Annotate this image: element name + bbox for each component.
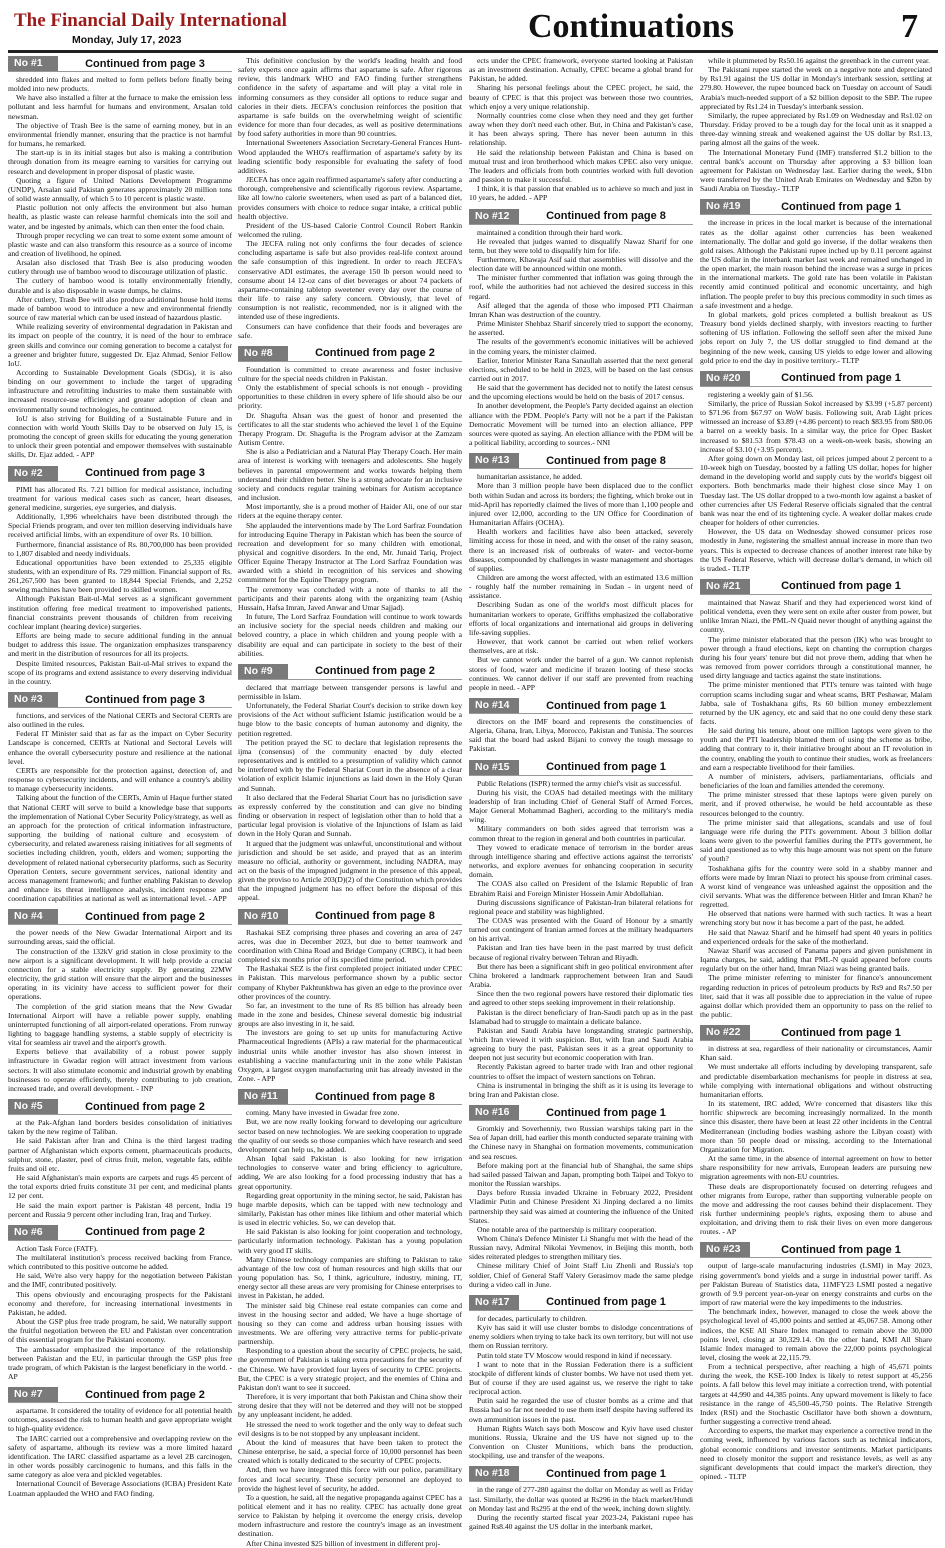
story-header	[8, 1099, 232, 1115]
story	[469, 698, 693, 754]
paragraph: Federal IT Minister said that as far as the impact on Cyber Security Landscape is concerned, CERTs at National and Sectoral Levels will enhance the overall cybersecurity posture and resilience at the national level.	[8, 729, 232, 766]
story-header	[469, 453, 693, 469]
story	[469, 760, 693, 1099]
story-header	[700, 199, 932, 215]
story-header	[700, 371, 932, 387]
story-header	[469, 760, 693, 776]
story-number: No #21	[700, 579, 750, 594]
story	[700, 371, 932, 573]
paragraph: The prime minister stressed that these laptops were given purely on merit, and if proved otherwise, he would be held accountable as these resources belonged to the country.	[700, 790, 932, 818]
continued-label: Continued from page 2	[85, 910, 205, 923]
paragraph: In its statement, IRC added, We're concerned that disasters like this horrific shipwreck are becoming increasingly normalized. In the month since this disaster, there have been at least 22 other incidents in the Central Mediterranean (including bodies washing ashore the Libyan coast) with more than 50 people dead or missing, according to the International Organization for Migration.	[700, 1099, 932, 1154]
paragraph: Putin told state TV Moscow would respond in kind if necessary.	[477, 1350, 672, 1360]
paragraph: Similarly, the price of Russian Sokol increased by $3.99 (+5.87 percent) to $71.96 from $67.97 on WoW basis. Following suit, Arab Light prices witnessed an increase of $3.89 (+4.86 percent) to reach $83.95 from $80.06 a barrel on a weekly basis. In a similar way, the price for Opec Basket increased to $81.53 from $78.43 on a week-on-week basis, showing an increase of $3.10 (+3.95 percent).	[700, 399, 932, 454]
paragraph: Dr. Shagufta Ahsan was the guest of honor and presented the certificates to all the star students who achieved the level 1 of the Equine Therapy Program. Dr. Shagufta is the Program advisor at the Zamzam Autism Centre.	[238, 410, 462, 448]
paragraph: We must undertake all efforts including by developing transparent, safe and predictable disembarkation mechanisms for people in distress at sea, while complying with international obligations and without obstructing humanitarian efforts.	[700, 1062, 932, 1099]
story-text	[469, 1314, 693, 1461]
paragraph: Gromkiy and Soverhenniy, two Russian warships taking part in the Sea of Japan drill, had earlier this month conducted separate training with the Chinese navy in Shanghai on formation movements, communication and sea rescues.	[469, 1124, 693, 1161]
story	[8, 1099, 232, 1219]
paragraph: He revealed that judges wanted to disqualify Nawaz Sharif for one term, but they were told to disqualify him for life.	[469, 236, 693, 255]
story-number: No #17	[469, 1295, 519, 1310]
paragraph: It also declared that the Federal Shariat Court has no jurisdiction save as expressly conferred by the constitution and can give no binding finding or observation in respect of legislation other than to hold that a particular legal provision is violative of the Injunctions of Islam as laid down in the Holy Quran and Sunnah.	[238, 792, 462, 839]
paragraph: This opens obviously and encouraging prospects for the Pakistani economy and therefore, for increasing international investments in Pakistan, he added.	[8, 1289, 232, 1317]
paragraph: During the recently started fiscal year 2023-24, Pakistani rupee has gained Rs8.40 against the US dollar in the interbank market,	[469, 1512, 693, 1532]
story-header	[8, 1387, 232, 1403]
paragraph: Although Pakistan Bait-ul-Mal serves as a significant government institution offering free medical treatment to impoverished patients, financial constraints prevent thousands of children from receiving cochlear implant (hearing device) surgeries.	[8, 594, 232, 631]
paragraph: Quoting a figure of United Nations Development Programme (UNDP), Arsalan said Pakistan generates approximately 20 million tons of solid waste annually, of which 5 to 10 percent is plastic waste.	[8, 175, 232, 204]
story-number: No #5	[8, 1099, 58, 1114]
story-number: No #10	[238, 909, 288, 924]
paper-name: The Financial Daily International	[14, 10, 287, 31]
story-number: No #8	[238, 346, 288, 361]
column-4	[700, 56, 932, 1526]
continued-label: Continued from page 1	[781, 1026, 901, 1039]
paragraph: The minister said big Chinese real estate companies can come and invest in the housing sector and added, We have a huge shortage of housing so they can come and address urban housing issues with investments. We are offering very attractive terms for public-private partnership.	[238, 1300, 462, 1347]
story-header	[8, 692, 232, 708]
paragraph: After China invested $25 billion of investment in different proj-	[246, 1538, 441, 1548]
story-header	[238, 664, 462, 680]
paragraph: To a question, he said, all the negative propaganda against CPEC has a political element and it has no reality. CPEC has actually done great service to Pakistan by helping it overcome the energy crisis, develop modern infrastructure and restore the country's image as an investment destination.	[238, 1492, 462, 1539]
continued-label: Continued from page 1	[546, 1296, 666, 1309]
story-text	[8, 1118, 232, 1219]
paragraph: Many Chinese technology companies are shifting to Pakistan to take advantage of the low cost of human resources and high skills that our young population has. So, I think, agriculture, industry, mining, IT, energy sector all these areas are very promising for Chinese enterprises to invest in Pakistan, he added.	[238, 1254, 463, 1301]
story	[469, 453, 693, 692]
paragraph: According to Sustainable Development Goals (SDGs), it is also binding on our government to include the target of upgrading infrastructure and retrofitting industries to make them sustainable with increased resource-use efficiency and greater adoption of clean and environmentally sound technologies, he continued.	[8, 368, 232, 414]
paragraph: During discussions significance of Pakistan-Iran bilateral relations for regional peace and stability was highlighted.	[469, 897, 693, 916]
continued-label: Continued from page 1	[781, 372, 901, 385]
continued-label: Continued from page 8	[315, 910, 435, 923]
paragraph: Pakistan and Iran ties have been in the past marred by trust deficit because of regional rivalry between Tehran and Riyadh.	[469, 943, 693, 962]
paragraph: This definitive conclusion by the world's leading health and food safety experts once again affirms that aspartame is safe. After rigorous review, this landmark WHO and FAO finding further strengthens confidence in the safety of aspartame and will play a vital role in informing consumers as they consider all options to reduce sugar and calories in their diets. JECFA's conclusion reinforces the position that aspartame is safe builds on the overwhelming weight of scientific evidence for more than four decades, as well as positive determinations by food safety authorities in more than 90 countries.	[238, 56, 462, 139]
paragraph: The completion of the grid station means that the New Gwadar International Airport will have a reliable power supply, enabling uninterrupted functioning of all airport-related operations. From runway lighting to baggage handling systems, a stable supply of electricity is vital for seamless air travel and the airport's growth.	[8, 1001, 232, 1048]
paragraph: Ahsan Iqbal said Pakistan is also looking for new irrigation technologies to conserve water and bring efficiency to agriculture, adding, We are also looking for a food processing industry that has a great opportunity.	[238, 1154, 462, 1191]
paragraph: functions, and services of the National CERTs and Sectoral CERTs are also outlined in the rules.	[8, 711, 232, 730]
story-text	[469, 779, 693, 1099]
paragraph: During his visit, the COAS had detailed meetings with the military leadership of Iran including Chief of General Staff of Armed Forces, Major General Mohammad Bagheri, according to the military's media wing.	[469, 787, 693, 825]
paragraph: The ceremony was concluded with a note of thanks to all the participants and their parents along with the organizing team (Ashiq Hussain, Hafsa Imran, Javed Anwar and Umar Sajjad).	[238, 584, 462, 612]
paragraph: PIMI has allocated Rs. 7.21 billion for medical assistance, including treatment for various medical cases such as cancer, heart diseases, general medicine, surgeries, eye surgeries, and dialysis.	[8, 484, 232, 512]
paragraph: Days before Russia invaded Ukraine in February 2022, President Vladimir Putin and Chinese President Xi Jinping declared a no limits partnership they said was aimed at countering the influence of the United States.	[469, 1188, 693, 1225]
story-text	[700, 598, 932, 1019]
continued-label: Continued from page 3	[85, 693, 205, 706]
paragraph: A number of ministers, advisers, parliamentarians, officials and beneficiaries of the loan and families attended the ceremony.	[700, 771, 932, 791]
paragraph: She is also a Pediatrician and a Natural Play Therapy Coach. Her main area of interest is working with teenagers and adolescents. She hugely believes in parental empowerment and works towards helping them understand their children better. She is a strong advocate for an inclusive society and conducts regular training webinars for Autism acceptance and inclusion.	[238, 447, 462, 503]
paragraph: However, that work cannot be carried out when relief workers themselves, are at risk.	[469, 637, 693, 656]
paragraph: He said that Nawaz Sharif and he himself had spent 40 years in politics and experienced ordeals for the sake of the motherland.	[700, 927, 932, 946]
story-number: No #13	[469, 453, 519, 468]
story-number: No #15	[469, 760, 519, 775]
story-text	[469, 56, 693, 203]
paragraph: We have also installed a filter at the furnace to make the emission less pollutant and less harmful for humans and environment, Arsalan told newsman.	[8, 93, 232, 121]
paragraph: But, we are now really looking forward to developing our agriculture sector based on new technologies. We are seeking cooperation to upgrade the quality of our seeds so those companies which have research and seed development can help us, he added.	[238, 1117, 462, 1154]
paragraph: In future, The Lord Sarfraz Foundation will continue to work towards an inclusive society for the special needs children and making our beloved country, a place in which children and young people with a disability are equal and can participate in society to the best of their abilities.	[238, 612, 462, 658]
paragraph: International Sweeteners Association Secretary-General Frances Hunt-Wood applauded the WHO's reaffirmation of aspartame's safety by its leading scientific body responsible for evaluating the safety of food additives.	[238, 138, 462, 175]
story-header	[238, 346, 462, 362]
story-text	[8, 1244, 232, 1381]
story-number: No #16	[469, 1105, 519, 1120]
paragraph: Foundation is committed to create awareness and foster inclusive culture for the special needs children in Pakistan.	[238, 364, 462, 383]
paragraph: The COAS also called on President of the Islamic Republic of Iran Ebrahim Raisi and Foreign Minister Hossein Amir Abdollahian.	[469, 879, 693, 898]
paragraph: The cutlery of bamboo wood is totally environmentally friendly, durable and is also disposable in waste dumps, he claims.	[8, 276, 232, 295]
paragraph: While realizing severity of environmental degradation in Pakistan and its impact on people of the country, it is need of the hour to embrace green skills and convince our coming generation to become a catalyst for a greener and brighter future, suggested Dr. Ejaz Ahmad, Senior Fellow IoU.	[8, 322, 232, 368]
story-number: No #1	[8, 56, 58, 71]
paragraph: Kyiv has said it will use cluster bombs to dislodge concentrations of enemy soldiers when trying to take back its own territory, but will not use them on Russian territory.	[469, 1323, 693, 1351]
paragraph: Most importantly, she is a proud mother of Haider Ali, one of our star riders at the equine therapy center.	[238, 502, 462, 521]
paragraph: He said during his tenure, about one million laptops were given to the youth and the PTI leadership blamed them of using the scheme as bribe, adding that contrary to it, their initiative brought about an IT revolution in the country, enabling the youth to continue their studies, work as freelancers and earn a respectable livelihood for their families.	[700, 726, 932, 772]
story-text	[469, 717, 693, 754]
column-1	[8, 56, 232, 1526]
paragraph: In another development, the People's Party decided against an election alliance with the PDM. People's Party will not be a part if the Pakistan Democratic Movement will be turned into an election alliance, PPP sources were quoted as saying. An election alliance with the PDM will be a political liability, according to sources.- NNI	[469, 401, 693, 448]
paragraph: aspartame. It considered the totality of evidence for all potential health outcomes, assessed the risk to human health and gave appropriate weight to high-quality evidence.	[8, 1406, 232, 1434]
story	[238, 346, 462, 658]
page-number: 7	[901, 8, 918, 45]
masthead	[8, 6, 938, 53]
paragraph: output of large-scale manufacturing industries (LSMI) in May 2023, rising government's bond yields and a surge in industrial power tariff. As per Pakistan Bureau of Statistics data, 11MFY23 LSMI posted a negative growth of 9.9 percent year-on-year on energy constraints and curbs on the import of raw material were the key impediments to the industries.	[700, 1261, 932, 1308]
continued-label: Continued from page 2	[315, 347, 435, 360]
story-number: No #9	[238, 664, 288, 679]
paragraph: Efforts are being made to secure additional funding in the annual budget to address this issue. The organization emphasizes transparency and merit in the distribution of resources for all its projects.	[8, 631, 232, 659]
paragraph: in distress at sea, regardless of their nationality or circumstances, Aamir Khan said.	[700, 1044, 932, 1063]
paragraph: Rashakai SEZ comprising three phases and covering an area of 247 acres, was due in December 2023, but due to better teamwork and coordination with China Road and Bridge Company (CRBC), it had been completed six months prior of its specified time period.	[238, 927, 462, 965]
story-text	[238, 928, 462, 1084]
story	[469, 56, 693, 203]
continued-label: Continued from page 1	[781, 1243, 901, 1256]
continued-label: Continued from page 2	[85, 1388, 205, 1401]
continued-label: Continued from page 8	[546, 210, 666, 222]
paragraph: Toshakhana gifts for the country were sold in a shabby manner and efforts were made by Imran Niazi to protect his spouse from criminal cases. A worst kind of vengeance was unleashed against the opposition and the civil servants. What was the difference between Hitler and Imran Khan? he regretted.	[700, 863, 932, 910]
paragraph: International Council of Beverage Associations (ICBA) President Kate Loatman applauded the WHO and FAO finding.	[8, 1479, 232, 1498]
paragraph: Despite limited resources, Pakistan Bait-ul-Mal strives to expand the scope of its programs and extend assistance to every deserving individual in the country.	[8, 658, 232, 686]
paragraph: About the kind of measures that have been taken to protect the Chinese enterprise, he said, a special force of 10,000 personnel has been created which is totally dedicated to the security of CPEC projects.	[238, 1437, 462, 1466]
continued-label: Continued from page 1	[546, 699, 666, 712]
story-text	[700, 1044, 932, 1236]
paragraph: shredded into flakes and melted to form pellets before finally being molded into new products.	[8, 75, 232, 94]
paragraph: Therefore, it is very important that both Pakistan and China show their strong desire that they will not be deterred and they will not be stopped by any unpleasant incident, he added.	[238, 1392, 462, 1420]
story	[469, 1295, 693, 1461]
story-text	[700, 390, 932, 573]
paragraph: So far, an investment to the tune of Rs 85 billion has already been made in the zone and besides, Chinese several domestic big industrial groups are also investing in it, he said.	[238, 1000, 462, 1029]
story-text	[8, 711, 232, 903]
paragraph: the power needs of the New Gwadar International Airport and its surrounding areas, said the official.	[8, 928, 232, 947]
continued-label: Continued from page 8	[546, 454, 666, 467]
story-text	[238, 56, 462, 340]
story-header	[8, 1225, 232, 1241]
paragraph: After going down on Monday last, oil prices jumped about 2 percent to a 10-week high on Tuesday, boosted by a falling US dollar, hopes for higher demand in the developing world and supply cuts by the world's biggest oil exporters. Both benchmarks made their highest close since May 1 on Tuesday last. The US dollar dropped to a two-month low against a basket of other currencies after US Federal Reserve officials signaled that the central bank was near the end of its tightening cycle. A weaker dollar makes crude cheaper for holders of other currencies.	[700, 453, 932, 528]
story-text	[469, 228, 693, 448]
paragraph: Public Relations (ISPR) termed the army chief's visit as successful.	[477, 778, 682, 788]
story-text	[238, 683, 462, 903]
paragraph: The JECFA ruling not only confirms the four decades of science concluding aspartame is safe but also provides real-life context around the safe consumption of this ingredient. In order to reach JECFA's conservative ADI estimates, the average 150 lb person would need to consume about 14 12-oz cans of diet beverages or about 74 packets of aspartame-containing tabletop sweetener every day over the course of their life to raise any safety concern. Obviously, that level of consumption is not realistic, recommended, nor is it aligned with the intended use of these ingredients.	[238, 239, 462, 322]
story	[238, 909, 462, 1084]
paragraph: And, then we have integrated this force with our police, paramilitary forces and local security. These security personnel are deployed to provide the highest level of security, he added.	[238, 1465, 462, 1493]
paragraph: The ambassador emphasized the importance of the relationship between Pakistan and the EU, in particular through the GSP plus free trade program, of which Pakistan is the largest beneficiary in the world. - AP	[8, 1344, 232, 1381]
story	[8, 466, 232, 686]
paragraph: in the range of 277-280 against the dollar on Monday as well as Friday last. Similarly, the dollar was quoted at Rs296 in the black market/Hundi on Monday last and Rs295 at the end of the week, inching down slightly.	[469, 1485, 693, 1513]
story	[700, 199, 932, 365]
paragraph: He said, We're also very happy for the negotiation between Pakistan and the IMF, contributed positively.	[8, 1271, 232, 1290]
story	[700, 1025, 932, 1236]
paragraph: Talking about the function of the CERTs, Amin ul Haque further stated that National CERT will serve to build a knowledge base that supports the implementation of National Cyber Security Policy/strategy, as well as an approach for the protection of critical information infrastructure, supporting the building of national culture and ecosystem of cybersecurity, and related awareness raising initiatives for all segments of societies including children, youth, elders and women; supporting the development of related national cybersecurity platforms, such as Security Operation Centers, secure government services, national identity and access management framework; and further enabling Pakistan to develop and enhance its threat intelligence analysis, incident response and coordination capabilities at national as well as international level. - APP	[8, 793, 232, 904]
paragraph: Normally countries come close when they need and they get further away when they don't need each other. But, in China and Pakistan's case, it has been always spring. There has never been autumn in this relationship.	[469, 110, 693, 148]
story	[700, 579, 932, 1019]
story	[8, 692, 232, 903]
paragraph: He said the relationship between Pakistan and China is based on mutual trust and iron brotherhood which makes CPEC also very unique. The leaders and officials from both countries worked with full devotion and passion to make it successful.	[469, 147, 693, 185]
story-number: No #4	[8, 909, 58, 924]
paragraph: The International Monetary Fund (IMF) transferred $1.2 billion to the central bank's account on Thursday after approving a $3 billion loan agreement for Pakistan on Wednesday last. Earlier during the week, $1bn were transferred by the United Arab Emirates on Wednesday and $2bn by Saudi Arabia on Tuesday.- TLTP	[700, 147, 932, 194]
continued-label: Continued from page 1	[781, 580, 901, 593]
story	[8, 1225, 232, 1381]
paragraph: Arsalan also disclosed that Trash Bee is also producing wooden cutlery through use of bamboo wood to discourage utilization of plastic.	[8, 258, 232, 277]
paragraph: It argued that the judgment was unlawful, unconstitutional and without jurisdiction and should be set aside, and prayed that as an interim measure no official, authority or government, including NADRA, may act on the basis of the impugned judgment in the presence of this appeal, given the proviso to Article 203(D)(2) of the Constitution which provides that the impugned judgment has no effect before the disposal of this appeal.	[238, 838, 462, 903]
paragraph: The COAS was presented with the Guard of Honour by a smartly turned out contingent of Iranian armed forces at the military headquarters on his arrival.	[469, 915, 693, 944]
paragraph: The construction of the 132kV grid station in close proximity to the new airport is a significant development. It will help provide a crucial connection for a stable electricity supply. By generating 22MW electricity, the grid station will ensure that the airport and the businesses operating in its vicinity have access to sufficient power for their operations.	[8, 946, 232, 1002]
paragraph: The objective of Trash Bee is the same of earning money, but in an environmental friendly manner, ensuring that the practice is not harmful for humans, he remarked.	[8, 120, 232, 149]
paragraph: Military commanders on both sides agreed that terrorism was a common threat to the region in general and both countries in particular.	[469, 824, 693, 843]
story-number: No #18	[469, 1466, 519, 1481]
paragraph: From a technical perspective, after reaching a high of 45,671 points during the week, the KSE-100 Index is likely to retest support at 45,256 points. A fall below this level may initiate a correction trend, with potential targets at 44,990 and 44,385 points. Any upward movement is likely to face resistance in the range of 45,500-45,750 points. The Relative Strength Index (RSI) and the Stochastic Oscillator have both shown a downturn, further suggesting a corrective trend ahead.	[700, 1362, 932, 1427]
paragraph: declared that marriage between transgender persons is lawful and permissible in Islam.	[238, 682, 462, 701]
paragraph: Prime Minister Shehbaz Sharif sincerely tried to support the economy, he asserted.	[469, 319, 693, 338]
paragraph: JECFA has once again reaffirmed aspartame's safety after conducting a thorough, comprehensive and scientifically rigorous review. Aspartame, like all low/no calorie sweeteners, when used as part of a balanced diet, provides consumers with choice to reduce sugar intake, a critical public health objective.	[238, 175, 462, 221]
paragraph: coming. Many have invested in Gwadar free zone.	[246, 1108, 400, 1118]
paragraph: He stressed the need to work together and the only way to defeat such evil designs is to be not stopped by any unpleasant incident.	[238, 1419, 462, 1438]
issue-date: Monday, July 17, 2023	[72, 34, 182, 46]
paragraph: Similarly, the rupee appreciated by Rs1.09 on Wednesday and Rs1.02 on Thursday. Friday proved to be a tough day for the local unit as it snapped a three-day winning streak and weakened against the US dollar by Rs1.13, paring almost all the gains of the week.	[700, 110, 932, 148]
paragraph: registering a weekly gain of $1.56.	[708, 389, 814, 399]
continued-label: Continued from page 1	[781, 200, 901, 213]
story-number: No #14	[469, 698, 519, 713]
continued-label: Continued from page 1	[546, 1467, 666, 1480]
story	[238, 664, 462, 903]
story-text	[700, 1261, 932, 1481]
story-text	[700, 218, 932, 365]
paragraph: The IARC carried out a comprehensive and overlapping review on the safety of aspartame, although its review was a more limited hazard identification. The IARC classified aspartame as a level 2B carcinogen, in other words possibly carcinogenic to humans, and this falls in the same category as aloe vera and pickled vegetables.	[8, 1433, 232, 1480]
story	[8, 1387, 232, 1498]
paragraph: Earlier, Interior Minister Rana Sanaullah asserted that the next general elections, scheduled to be held in 2023, will be based on the last census carried out in 2017.	[469, 355, 693, 383]
paragraph: After cutlery, Trash Bee will also produce additional house hold items made of bamboo wood to introduce a new and environmental friendly source of raw material which can be used instead of hazardous plastic.	[8, 294, 232, 323]
paragraph: The minister further commented that inflation was going through the roof, while the authorities had not achieved the desired success in this regard.	[469, 273, 693, 301]
paragraph: Asif alleged that the agenda of those who imposed PTI Chairman Imran Khan was destruction of the country.	[469, 300, 693, 319]
story-text	[700, 56, 932, 193]
paragraph: Furthermore, financial assistance of Rs. 80,700,000 has been provided to 1,807 disabled and needy individuals.	[8, 539, 232, 558]
paragraph: Plastic pollution not only affects the environment but also human health, as plastic waste can release harmful chemicals into the soil and water, and be ingested by animals, which can then enter the food chain.	[8, 203, 232, 231]
paragraph: The prime minister elaborated that the person (IK) who was brought to power through a fraud elections, kept on chanting the corruption charges during his four years' tenure but did not prove them, adding that when he was removed from power corridors through a constitutional manner, he used dirty language and tactics against the state institutions.	[700, 634, 932, 681]
paragraph: The investors are going to set up units for manufacturing Active Pharmaceutical Ingredients (APIs) a raw material for the pharmaceutical industrial units while another investor has also shown interest in establishing a vaccine manufacturing unit in the zone while Pakistan Oxygen, a largest oxygen manufacturing unit has already invested in the Zone. - APP	[238, 1028, 462, 1084]
paragraph: Consumers can have confidence that their foods and beverages are safe.	[238, 321, 462, 340]
paragraph: President of the US-based Calorie Control Council Robert Rankin welcomed the ruling.	[238, 220, 462, 239]
paragraph: Experts believe that availability of a robust power supply infrastructure in Gwadar region will attract investment from various sectors. It will also stimulate economic and industrial growth by enabling businesses to operate efficiently, thereby contributing to job creation, increased trade, and overall development. - INP	[8, 1047, 232, 1093]
continued-label: Continued from page 3	[85, 57, 205, 70]
paragraph: He said that the government has decided not to notify the latest census and the upcoming elections would be held on the basis of 2017 census.	[469, 383, 693, 402]
story-number: No #2	[8, 466, 58, 481]
paragraph: Pakistan and Saudi Arabia have longstanding strategic partnership, which Iran viewed it with suspicion. But, with Iran and Saudi Arabia agreeing to bury the past, Pakistan sees it as a great opportunity to deepen not just security but economic cooperation with Iran.	[469, 1025, 693, 1063]
story-number: No #22	[700, 1025, 750, 1040]
paragraph: He said Afghanistan's main exports are carpets and rugs 45 percent of the total exports dried fruits constitute 31 per cent, and medicinal plants 12 per cent.	[8, 1173, 232, 1201]
paragraph: Human Rights Watch says both Moscow and Kyiv have used cluster munitions. Russia, Ukraine and the US have not signed up to the Convention on Cluster Munitions, which bans the production, stockpiling, use and transfer of the weapons.	[469, 1423, 693, 1461]
paragraph: He said Pakistan is also looking for joint cooperation and technology, particularly information technology. Pakistan has a young population with very good IT skills.	[238, 1227, 462, 1255]
paragraph: Through proper recycling we can treat to some extent some amount of plastic waste and can also transform this resource as a source of income and creation of livelihood, he opined.	[8, 230, 232, 258]
story-number: No #19	[700, 199, 750, 214]
story-text	[8, 928, 232, 1093]
paragraph: The results of the government's economic initiatives will be achieved in the coming years, the minister claimed.	[469, 337, 693, 356]
story	[469, 209, 693, 448]
column-3	[469, 56, 693, 1532]
story-header	[700, 1242, 932, 1258]
paragraph: She applauded the interventions made by The Lord Sarfraz Foundation for introducing Equine Therapy in Pakistan which has been the source of recreation and development for so many children with emotional, physical and cognitive disorders. In the end, Mr. Junaid Tariq, Project Officer Equine Therapy Instructor at The Lord Sarfraz Foundation was awarded with a shield in recognition of his services and showing commitment for the Equine Therapy program.	[238, 520, 462, 585]
paragraph: at the Pak-Afghan land borders besides consolidation of initiatives taken by the new regime of Taliban.	[8, 1118, 232, 1137]
paragraph: Pakistan is the direct beneficiary of Iran-Saudi patch up as in the past Islamabad had to struggle to maintain a delicate balance.	[469, 1007, 693, 1026]
story-number: No #6	[8, 1225, 58, 1240]
paragraph: the increase in prices in the local market is because of the international rates as the dollar against other currencies has been weakened internationally. The dollar and gold go inverse, if the dollar weakens then gold raises. Although the Pakistani rupee inched up by 0.11 percent against the US dollar in the interbank market last week and remained unchanged in the open market, the main reason behind the increase was a surge in prices in the international markets. The gold rate has been volatile in Pakistan recently amid continued political and economic uncertainty, and high inflation. The people prefer to buy this precious commodity in such times as a safe investment and a hedge.	[700, 218, 932, 310]
paragraph: The multilateral institution's process received backing from France, which contributed to this positive outcome he added.	[8, 1252, 232, 1272]
story	[469, 1466, 693, 1531]
paragraph: Whom China's Defence Minister Li Shangfu met with the head of the Russian navy, Admiral Nikolai Yevmenov, in Beijing this month, both sides reiterated pledges to strengthen military ties.	[469, 1233, 693, 1262]
story	[238, 56, 462, 340]
story-text	[8, 1406, 232, 1498]
story-number: No #12	[469, 209, 519, 224]
paragraph: for decades, particularly to children.	[477, 1313, 588, 1323]
paragraph: The petition prayed the SC to declare that legislation represents the ijma (consensus) of the community enacted by duly elected representatives and is entitled to a presumption of validity which cannot be interfered with by the Federal Shariat Court in the absence of a clear violation of explicit Islamic injunctions as laid down in the Holy Quran and Sunnah.	[238, 737, 462, 793]
paragraph: Nawaz Sharif was accused of Panama papers and given punishment in Iqama charges, he said, adding that PML-N quaid appeared before courts regularly but on the other hand, Imran Niazi was being granted bails.	[700, 945, 932, 974]
paragraph: The benchmark index, however, managed to close the week above the psychological level of 45,000 points and settled at 45,067.58. Among other indices, the KSE All Share Index managed to remain above the 30,000 points level, closing at 30,329.14. On the other hand, KMI All Share Islamic Index managed to remain above the 22,000 points psychological level, closing the week at 22,115.79.	[700, 1307, 932, 1362]
paragraph: Children are among the worst affected, with an estimated 13.6 million - roughly half the number remaining in Sudan - in urgent need of assistance.	[469, 572, 693, 601]
paragraph: Chinese military Chief of Joint Staff Liu Zhenli and Russia's top soldier, Chief of General Staff Valery Gerasimov made the same pledge during a video call in June.	[469, 1261, 693, 1289]
story-text	[469, 1485, 693, 1531]
story	[238, 1089, 462, 1548]
story-number: No #11	[238, 1089, 288, 1104]
paragraph: These deals are disproportionately focused on deterring refugees and other migrants from Europe, rather than supporting vulnerable people on the move and addressing the root causes behind their displacement. They risk further undermining people's rights, exposing them to abuse and exploitation, and driving them to risk their lives on even more dangerous routes. - AP	[700, 1181, 932, 1237]
paragraph: In global markets, gold prices completed a bullish breakout as US Treasury bond yields declined sharply, with investors reacting to further softening of US inflation. Following the selloff seen after the mixed June jobs report on July 7, the US dollar struggled to find demand at the beginning of the new week, causing US yields to edge lower and allowing gold price to end the day in positive territory.- TLTP	[700, 309, 932, 365]
paragraph: maintained a condition through their hard work.	[477, 227, 623, 237]
paragraph: Responding to a question about the security of CPEC projects, he said, the government of Pakistan is taking extra precautions for the security of the Chinese. We have provided four layers of security to CPEC projects. But, the CPEC is a very strategic project, and the enemies of China and Pakistan don't want to see it succeed.	[238, 1346, 462, 1392]
paragraph: directors on the IMF board and represents the constituencies of Algeria, Ghana, Iran, Libya, Morocco, Pakistan and Tunisia. The sources said that the board had asked Bijani to convey the tough message to Pakistan.	[469, 717, 693, 754]
paragraph: He said the main export partner is Pakistan 48 percent, India 19 percent and Russia 9 percent other including Iran, Iraq and Turkey.	[8, 1200, 232, 1219]
section-title: Continuations	[528, 8, 734, 45]
continued-label: Continued from page 2	[315, 665, 435, 678]
paragraph: while it plummeted by Rs50.16 against the greenback in the current year.	[708, 56, 931, 65]
paragraph: Educational opportunities have been extended to 25,335 eligible students, with an expenditure of Rs. 729 million. Financial support of Rs. 261,267,500 has been granted to 18,844 Special Friends, and 2,252 sewing machines have been provided to skilled women.	[8, 557, 232, 595]
paragraph: ects under the CPEC framework, everyone started looking at Pakistan as an investment destination. Actually, CPEC became a global brand for Pakistan, he added.	[469, 56, 693, 84]
story-text	[8, 485, 232, 686]
story	[8, 56, 232, 460]
story-number: No #3	[8, 692, 58, 707]
continued-label: Continued from page 8	[315, 1090, 435, 1103]
paragraph: The Pakistani rupee started the week on a negative note and depreciated by Rs1.91 against the US dollar in Monday's interbank session, settling at 279.80. However, the rupee bounced back on Tuesday on account of Saudi Arabia's much-needed support of a $2 billion deposit to the SBP. The rupee appreciated by Rs1.24 in Tuesday's interbank session.	[700, 65, 932, 111]
continued-label: Continued from page 1	[546, 1106, 666, 1119]
story-text	[238, 1108, 462, 1548]
story-header	[469, 1105, 693, 1121]
story-header	[8, 909, 232, 925]
paragraph: I think, it is that passion that enabled us to achieve so much and just in 10 years, he added. - APP	[469, 184, 693, 203]
continued-label: Continued from page 1	[546, 761, 666, 774]
story-text	[8, 75, 232, 460]
story-number: No #23	[700, 1242, 750, 1257]
continued-label: Continued from page 2	[85, 1100, 205, 1113]
paragraph: Putin said he regarded the use of cluster bombs as a crime and that Russia had so far not needed to use them itself despite having suffered its own ammunition issues in the past.	[469, 1396, 693, 1424]
paragraph: Health workers and facilities have also been attacked, severely limiting access for those in need, and with the onset of the rainy season, there is an increased risk of outbreaks of water- and vector-borne diseases, compounded by challenges in waste management and shortages of supplies.	[469, 527, 693, 573]
paragraph: humanitarian assistance, he added.	[477, 472, 583, 482]
paragraph: One notable area of the partnership is military cooperation.	[477, 1224, 657, 1234]
paragraph: I want to note that in the Russian Federation there is a sufficient stockpile of different kinds of cluster bombs. We have not used them yet. But of course if they are used against us, we reserve the right to take reciprocal action.	[469, 1359, 693, 1397]
paragraph: The prime minister said that allegations, scandals and use of foul language were rife during the PTI's government. About 3 billion dollar loans were given to the powerful families during the PTI's government, he said and questioned as to why this huge amount was not spent on the future of youth?	[700, 817, 932, 864]
continued-label: Continued from page 3	[85, 467, 205, 480]
story-header	[700, 579, 932, 595]
story-header	[238, 909, 462, 925]
paragraph: The prime minister referring to minister for finance's announcement regarding reduction in prices of petroleum products by Rs9 and Rs7.50 per liter, said that it was all possible due to appreciation in the value of rupee against dollar which provided them an opportunity to pass on the relief to the public.	[700, 973, 932, 1019]
story-number: No #7	[8, 1387, 58, 1402]
paragraph: Only the establishment of special schools is not enough - providing opportunities to these children in every sphere of life should also be our priority.	[238, 383, 462, 411]
paragraph: He said Pakistan after Iran and China is the third largest trading partner of Afghanistan which exports cement, pharmaceuticals products, sulphur, stone, plaster, peel of citrus fruit, melon, vegetable fats, edible fruits and oil etc.	[8, 1136, 232, 1173]
paragraph: maintained that Nawaz Sharif and they had experienced worst kind of political vendetta, even they were sent on exile after ouster from power, but unlike Imran Niazi, the PML-N Quaid never thought of anything against the country.	[700, 597, 932, 635]
story	[700, 1242, 932, 1481]
paragraph: The Rashakai SEZ is the first completed project initiated under CPEC in Pakistan. This marvelous performance shown by a public sector company of Khyber Pakhtunkhwa has given an edge to the province over other provinces of the country.	[238, 964, 462, 1001]
story-header	[700, 1025, 932, 1041]
paragraph: The prime minister mentioned that PTI's tenure was tainted with huge corruption scams including sugar and wheat scams, BRT Peshawar, Malam Jabba, sale of Toshakhana gifts, Rs 60 billion money embezzlement returned by the UK agency, etc and said that no one could deny these stark facts.	[700, 680, 932, 726]
paragraph: Since then the two regional powers have restored their diplomatic ties and agreed to other steps seeking improvement in their relationship.	[469, 989, 693, 1008]
paragraph: The start-up is in its initial stages but also is making a contribution through donation from its meagre earning to varsities for carrying out research and development in proper disposal of plastic waste.	[8, 148, 232, 176]
paragraph: Recently Pakistan agreed to barter trade with Iran and other regional countries to offset the impact of western sanctions on Tehran.	[469, 1062, 693, 1081]
story-header	[238, 1089, 462, 1105]
story	[469, 1105, 693, 1289]
story-header	[469, 1295, 693, 1311]
story-header	[469, 698, 693, 714]
paragraph: China is instrumental in bringing the shift as it is using its leverage to bring Iran and Pakistan close.	[469, 1080, 693, 1099]
paragraph: But we cannot work under the barrel of a gun. We cannot replenish stores of food, water and medicine if brazen looting of these stocks continues. We cannot deliver if our staff are prevented from reaching people in need. - APP	[469, 655, 693, 692]
paragraph: Describing Sudan as one of the world's most difficult places for humanitarian workers to operate, Griffiths emphasized the collaborative efforts of local organizations and international aid groups in delivering life-saving supplies.	[469, 600, 693, 637]
paragraph: Sharing his personal feelings about the CPEC project, he said, the beauty of CPEC is that this project was between those two countries, which enjoy a very unique relationship.	[469, 83, 693, 111]
story-number: No #20	[700, 371, 750, 386]
paragraph: At the same time, in the absence of internal agreement on how to better share responsibility for new arrivals, European leaders are pursuing new migration agreements with non-EU countries.	[700, 1154, 932, 1182]
story-text	[469, 1124, 693, 1289]
story-text	[469, 472, 693, 692]
story	[8, 909, 232, 1093]
story-text	[238, 365, 462, 658]
paragraph: Furthermore, Khawaja Asif said that assemblies will dissolve and the election date will be announced within one month.	[469, 254, 693, 274]
story-header	[469, 209, 693, 225]
continued-label: Continued from page 2	[85, 1226, 205, 1239]
paragraph: Additionally, 1,996 wheelchairs have been distributed through the Special Friends program, and over ten million deserving individuals have received artificial limbs, with an expenditure of over Rs. 10 billion.	[8, 512, 232, 540]
paragraph: Unfortunately, the Federal Shariat Court's decision to strike down key provisions of the Act without sufficient Islamic justification would be a huge blow to the basic concepts of human autonomy and dignity, the petition regretted.	[238, 701, 462, 738]
paragraph: He observed that nations were harmed with such tactics. It was a heart wrenching story but now it has become a part of the past, he added.	[700, 909, 932, 928]
paragraph: CERTs are responsible for the protection against, detection of, and response to cybersecurity incidents, and will enhance a country's ability to manage cybersecurity incidents.	[8, 765, 232, 794]
paragraph: Before making port at the financial hub of Shanghai, the same ships had sailed passed Taiwan and Japan, prompting both Taipei and Tokyo to monitor the Russian warships.	[469, 1160, 693, 1189]
story-header	[8, 56, 232, 72]
paragraph: More than 3 million people have been displaced due to the conflict both within Sudan and across its borders; the fighting, which broke out in mid-April has reportedly claimed the lives of more than 1,100 people and injured over 12,000, according to the UN Office for Coordination of Humanitarian Affairs (OCHA).	[469, 481, 693, 528]
paragraph: Action Task Force (FATF).	[16, 1243, 98, 1253]
story-header	[8, 466, 232, 482]
paragraph: According to experts, the market may experience a corrective trend in the coming week, influenced by various factors such as technical indicators, global economic conditions and investor sentiments. Market participants need to closely monitor the support and resistance levels, as well as any significant developments that could impact the market's direction, they opined. - TLTP	[700, 1426, 932, 1482]
paragraph: However, the US data on Wednesday showed consumer prices rose modestly in June, registering the smallest annual increase in more than two years. This is expected to decrease chances of another interest rate hike by the US Federal Reserve, which will decrease dollar's demand, in which oil is traded.- TLTP	[700, 527, 932, 573]
story	[700, 56, 932, 193]
paragraph: About the GSP plus free trade program, he said, We naturally support the fruitful negotiation between the EU and Pakistan over concentration of this essential program for the Pakistani economy.	[8, 1317, 232, 1345]
paragraph: But there has been a significant shift in geo political environment after China brokered a landmark rapprochement between Iran and Saudi Arabia.	[469, 961, 693, 990]
paragraph: IoU is also striving for Building of a Sustainable Future and in connection with world Youth Skills Day to be observed on July 15, is promoting the concept of green skills for educating the young generation to unlock their green potential and empower themselves with sustainable skills, Dr. Ejaz added. - APP	[8, 413, 232, 460]
paragraph: They vowed to eradicate menace of terrorism in the border areas through intelligence sharing and effective actions against the terrorists' networks, and explore avenues for enhancing cooperation in security domain.	[469, 842, 693, 880]
paragraph: Regarding great opportunity in the mining sector, he said, Pakistan has huge marble deposits, which can be tapped with new technology and similarly, Pakistan has other mines like lithium and other material which is used in electric vehicles. So, we can develop that.	[238, 1190, 462, 1228]
column-2	[238, 56, 463, 1548]
story-header	[469, 1466, 693, 1482]
